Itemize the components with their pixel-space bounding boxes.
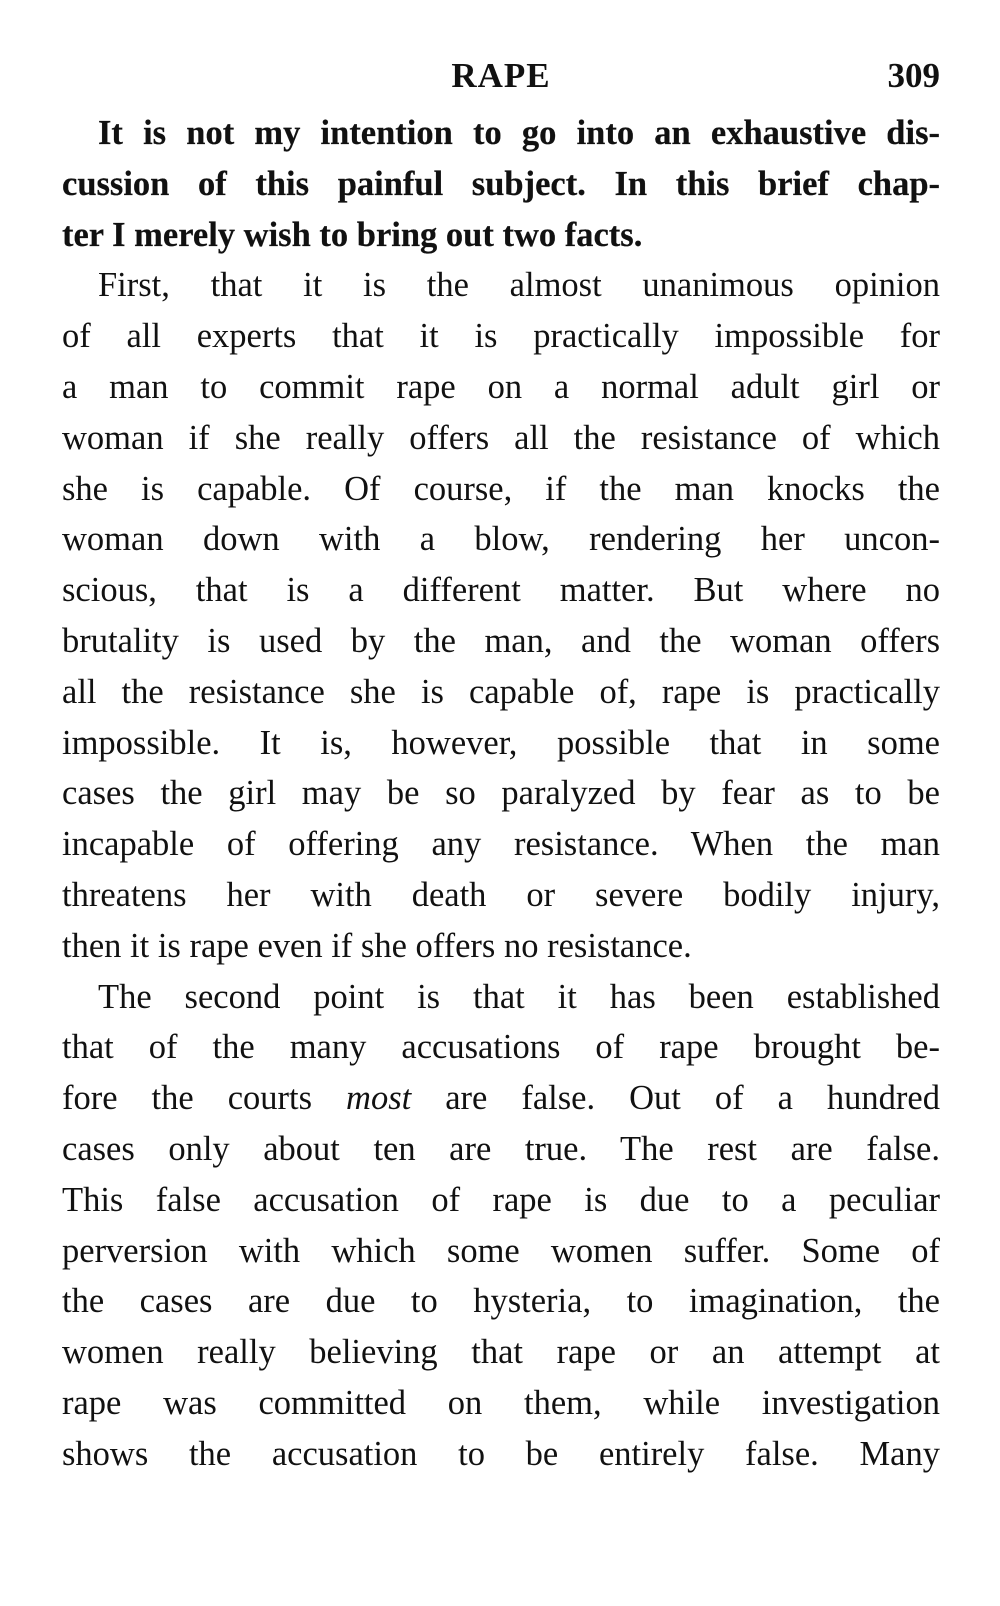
text-line: brutality is used by the man, and the woman offers (62, 621, 940, 660)
text-line: then it is rape even if she offers no resistance. (62, 926, 692, 965)
text-segment: are false. Out of a hundred (411, 1079, 940, 1118)
text-line: incapable of offering any resistance. When the man (62, 825, 940, 864)
text-line: impossible. It is, however, possible that in some (62, 723, 940, 762)
text-line: threatens her with death or severe bodily injury, (62, 875, 940, 914)
text-line: the cases are due to hysteria, to imagination, the (62, 1282, 940, 1321)
text-line: perversion with which some women suffer. Some of (62, 1231, 940, 1270)
text-line: a man to commit rape on a normal adult girl or (62, 367, 940, 406)
text-line: women really believing that rape or an attempt at (62, 1333, 940, 1372)
running-title: RAPE (451, 56, 551, 95)
text-line: cases the girl may be so paralyzed by fear as to be (62, 774, 940, 813)
text-line: she is capable. Of course, if the man knocks the (62, 469, 940, 508)
text-line: of all experts that it is practically impossible for (62, 317, 940, 356)
italic-emphasis: most (346, 1079, 412, 1118)
text-line: all the resistance she is capable of, rape is practically (62, 672, 940, 711)
text-segment: fore the courts (62, 1079, 347, 1118)
text-line: rape was committed on them, while investigation (62, 1383, 940, 1422)
body-text (62, 108, 940, 1480)
text-line: ter I merely wish to bring out two facts. (62, 215, 643, 254)
text-line-with-italic (62, 1073, 940, 1124)
text-line: This false accusation of rape is due to a peculiar (62, 1180, 940, 1219)
text-line: that of the many accusations of rape brought be- (62, 1028, 940, 1067)
text-line: It is not my intention to go into an exhaustive dis- (98, 114, 940, 152)
running-head (62, 48, 940, 108)
text-line: First, that it is the almost unanimous opinion (98, 266, 940, 305)
text-line: scious, that is a different matter. But where no (62, 571, 940, 610)
text-line: cases only about ten are true. The rest are false. (62, 1129, 940, 1168)
paragraph-3 (62, 972, 940, 1480)
book-page (62, 48, 940, 1480)
text-line: The second point is that it has been established (98, 977, 940, 1016)
page-number: 309 (887, 56, 940, 95)
text-line: shows the accusation to be entirely false. Many (62, 1434, 940, 1473)
text-line: woman if she really offers all the resistance of which (62, 418, 940, 457)
text-line: woman down with a blow, rendering her uncon- (62, 520, 940, 559)
paragraph-2 (62, 260, 940, 971)
paragraph-1 (62, 108, 940, 260)
text-line: cussion of this painful subject. In this brief chap- (62, 164, 940, 203)
